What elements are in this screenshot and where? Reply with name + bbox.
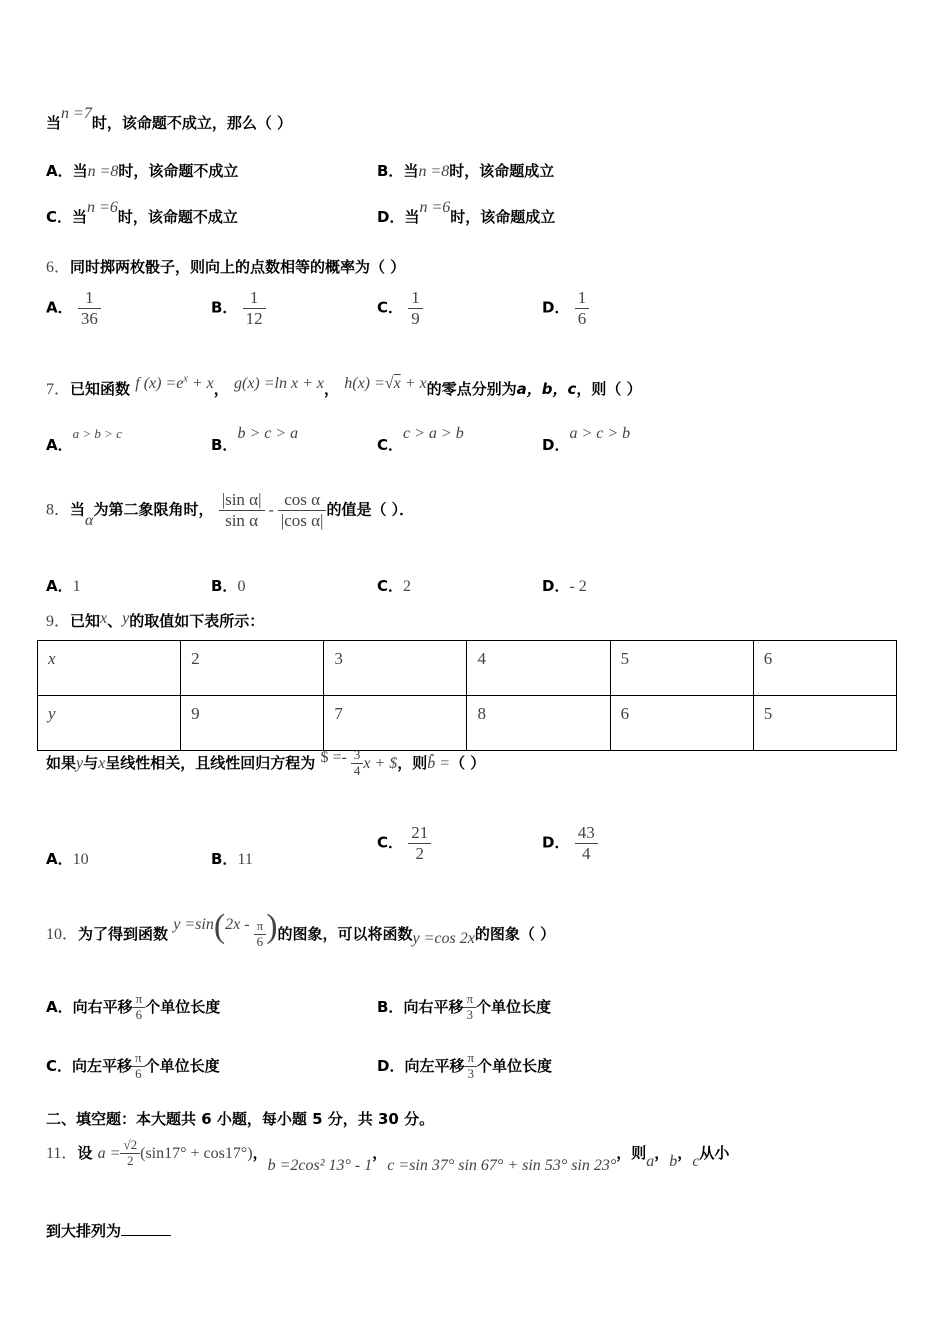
q8-stem: 8．当α为第二象限角时， $\frac{\text{|sin α|}}{\text{sin α}}$ - $\frac{\text{cos α}}{\text{|cos α|}}$ 的值是（ ）． [46,490,415,530]
q10-option-b[interactable]: B．向右平移 $\frac{\pi}{3}$ 个单位长度 [377,991,552,1022]
q7-option-b[interactable]: B．b > c > a [211,425,299,454]
q9-option-d[interactable]: D． $\frac{43}{4}$ [542,823,598,863]
section-heading: 二、填空题：本大题共 6 小题，每小题 5 分，共 30 分。 [46,1110,435,1128]
q9-option-a[interactable]: A．10 [46,850,89,868]
q9-option-c[interactable]: C． $\frac{21}{2}$ [377,823,431,863]
q5-option-b[interactable]: B．当n =8时，该命题成立 [377,162,555,180]
fraction: $\frac{3}{4}$ [351,748,364,779]
q10-stem: 10．为了得到函数 y =sin(2x - $\frac{\pi}{6}$ )的图象，可以将函数y =cos 2x的图象（ ） [46,908,556,949]
fraction: $\frac{1}{6}$ [575,288,590,328]
q6-option-d[interactable]: D． $\frac{1}{6}$ [542,288,589,328]
fraction: $\frac{\pi}{6}$ [132,1051,145,1082]
q6-option-c[interactable]: C． $\frac{1}{9}$ [377,288,423,328]
q10-option-c[interactable]: C．向左平移 $\frac{\pi}{6}$ 个单位长度 [46,1050,220,1081]
q5-suffix: 时，该命题不成立，那么（ ） [91,114,293,132]
q8-option-d[interactable]: D．- 2 [542,577,587,595]
q9-stem: 9．已知x、y的取值如下表所示： [46,610,265,630]
q10-option-a[interactable]: A．向右平移 $\frac{\pi}{6}$ 个单位长度 [46,991,221,1022]
q9-option-b[interactable]: B．11 [211,850,253,868]
q7-option-d[interactable]: D．a > c > b [542,425,631,454]
fraction: $\frac{\pi}{3}$ [463,992,476,1023]
fraction: $\frac{\pi}{3}$ [464,1051,477,1082]
q5-prefix: 当 [46,114,62,132]
q5-condition: n =7 [61,105,92,122]
fraction: $\frac{1}{9}$ [408,288,423,328]
q8-option-a[interactable]: A．1 [46,577,81,595]
fraction: $\frac{√2}{2}$ [120,1138,140,1169]
q6-option-b[interactable]: B． $\frac{1}{12}$ [211,288,266,328]
q11-stem: 11．设 a = $\frac{√2}{2}$ (sin17° + cos17°)，b =2cos² 13° - 1，c =sin 37° sin 67° + sin 53° sin 23°，则a，b，c从小 [46,1137,730,1174]
q11-line2: 到大排列为 [46,1220,171,1241]
q5-option-c[interactable]: C．当n =6时，该命题不成立 [46,199,238,226]
fraction-abs-cos: $\frac{\text{cos α}}{\text{|cos α|}}$ [278,490,327,530]
q8-option-b[interactable]: B．0 [211,577,246,595]
fraction: $\frac{\pi}{6}$ [254,919,267,950]
q10-option-d[interactable]: D．向左平移 $\frac{\pi}{3}$ 个单位长度 [377,1050,553,1081]
table-row: x 2 3 4 5 6 [38,641,897,696]
q7-stem: 7．已知函数 f $(x) =e^x + x$， g(x) =ln x + x， h(x) =√x + x的零点分别为a，b，c，则（ ） [46,373,642,398]
q5-stem [46,105,293,133]
q7-option-c[interactable]: C．c > a > b [377,425,464,454]
q6-stem: 6．同时掷两枚骰子，则向上的点数相等的概率为（ ） [46,258,406,276]
q9-regression-line: 如果y与x呈线性相关，且线性回归方程为 $ =- $\frac{3}{4}$ x + $，则b̂ =（ ） [46,747,486,778]
answer-blank[interactable] [121,1221,171,1236]
table-row: y 9 7 8 6 5 [38,696,897,751]
q5-option-a[interactable]: A．当n =8时，该命题不成立 [46,162,239,180]
q5-option-d[interactable]: D．当n =6时，该命题成立 [377,199,556,226]
q7-option-a[interactable]: A．a > b > c [46,426,122,454]
fraction: $\frac{21}{2}$ [408,823,431,863]
q6-option-a[interactable]: A． $\frac{1}{36}$ [46,288,101,328]
fraction: $\frac{\pi}{6}$ [133,992,146,1023]
fraction: $\frac{1}{36}$ [78,288,101,328]
fraction-abs-sin: $\frac{\text{|sin α|}}{\text{sin α}}$ [219,490,265,530]
q8-option-c[interactable]: C．2 [377,577,412,595]
fraction: $\frac{1}{12}$ [243,288,266,328]
fraction: $\frac{43}{4}$ [575,823,598,863]
xy-table [37,640,897,751]
